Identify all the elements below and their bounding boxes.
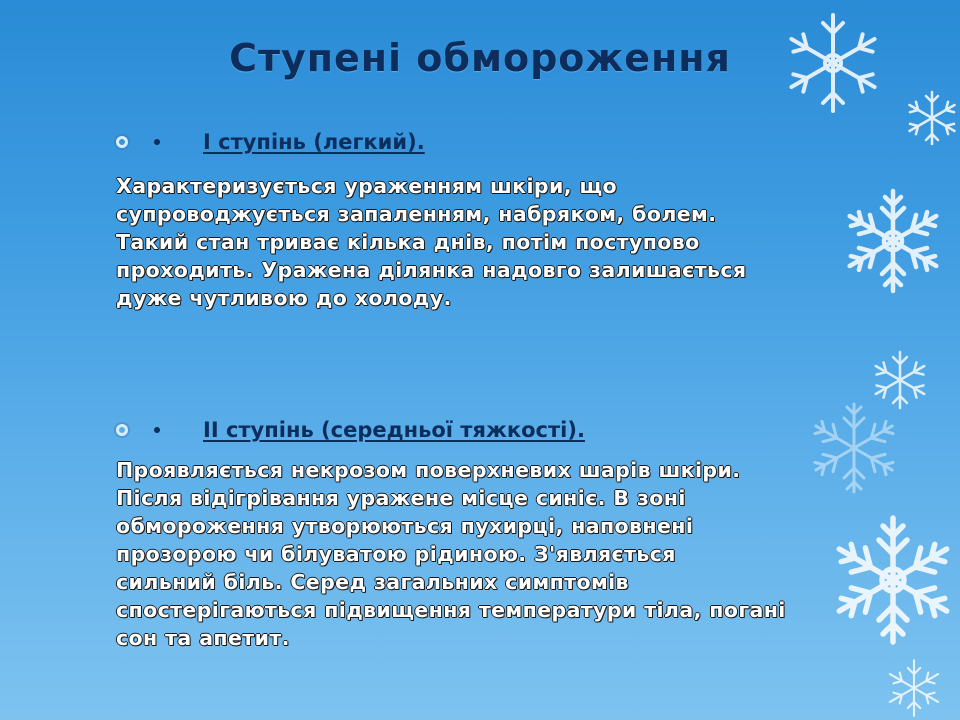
section-2-line: обмороження утворюються пухирці, наповнені (116, 514, 694, 538)
section-2-line: спостерігаються підвищення температури тіла, погані (116, 598, 786, 622)
snowflake-icon (868, 348, 932, 412)
slide-title: Ступені обмороження (229, 36, 731, 80)
section-1-line: Такий стан триває кілька днів, потім поступово (116, 230, 700, 254)
section-2-line: прозорою чи білуватою рідиною. З'являється (116, 542, 676, 566)
section-1-line: Характеризується ураженням шкіри, що (116, 174, 617, 198)
snowflake-icon (826, 500, 960, 660)
section-1-line: проходить. Уражена ділянка надовго залишається (116, 258, 747, 282)
ring-bullet-icon (116, 424, 128, 436)
snowflake-icon (902, 88, 960, 148)
snowflake-icon (838, 186, 948, 296)
ring-bullet-icon (116, 136, 128, 148)
section-1-line: дуже чутливою до холоду. (116, 286, 452, 310)
snowflake-icon (804, 398, 904, 498)
section-2-line: сон та апетит. (116, 626, 290, 650)
section-2-line: сильний біль. Серед загальних симптомів (116, 570, 629, 594)
section-1-paragraph (116, 172, 746, 312)
section-2-paragraph (116, 456, 786, 652)
section-2-heading-row (116, 418, 585, 442)
section-2-line: Після відігрівання уражене місце синіє. В зоні (116, 486, 686, 510)
section-2-heading: ІІ ступінь (середньої тяжкості). (203, 418, 585, 442)
section-1-line: супроводжується запаленням, набряком, болем. (116, 202, 717, 226)
dot-bullet-icon (154, 139, 160, 145)
section-1-heading: І ступінь (легкий). (203, 130, 425, 154)
section-1-heading-row (116, 130, 425, 154)
snowflake-icon (868, 656, 960, 720)
section-2-line: Проявляється некрозом поверхневих шарів шкіри. (116, 458, 741, 482)
dot-bullet-icon (154, 427, 160, 433)
